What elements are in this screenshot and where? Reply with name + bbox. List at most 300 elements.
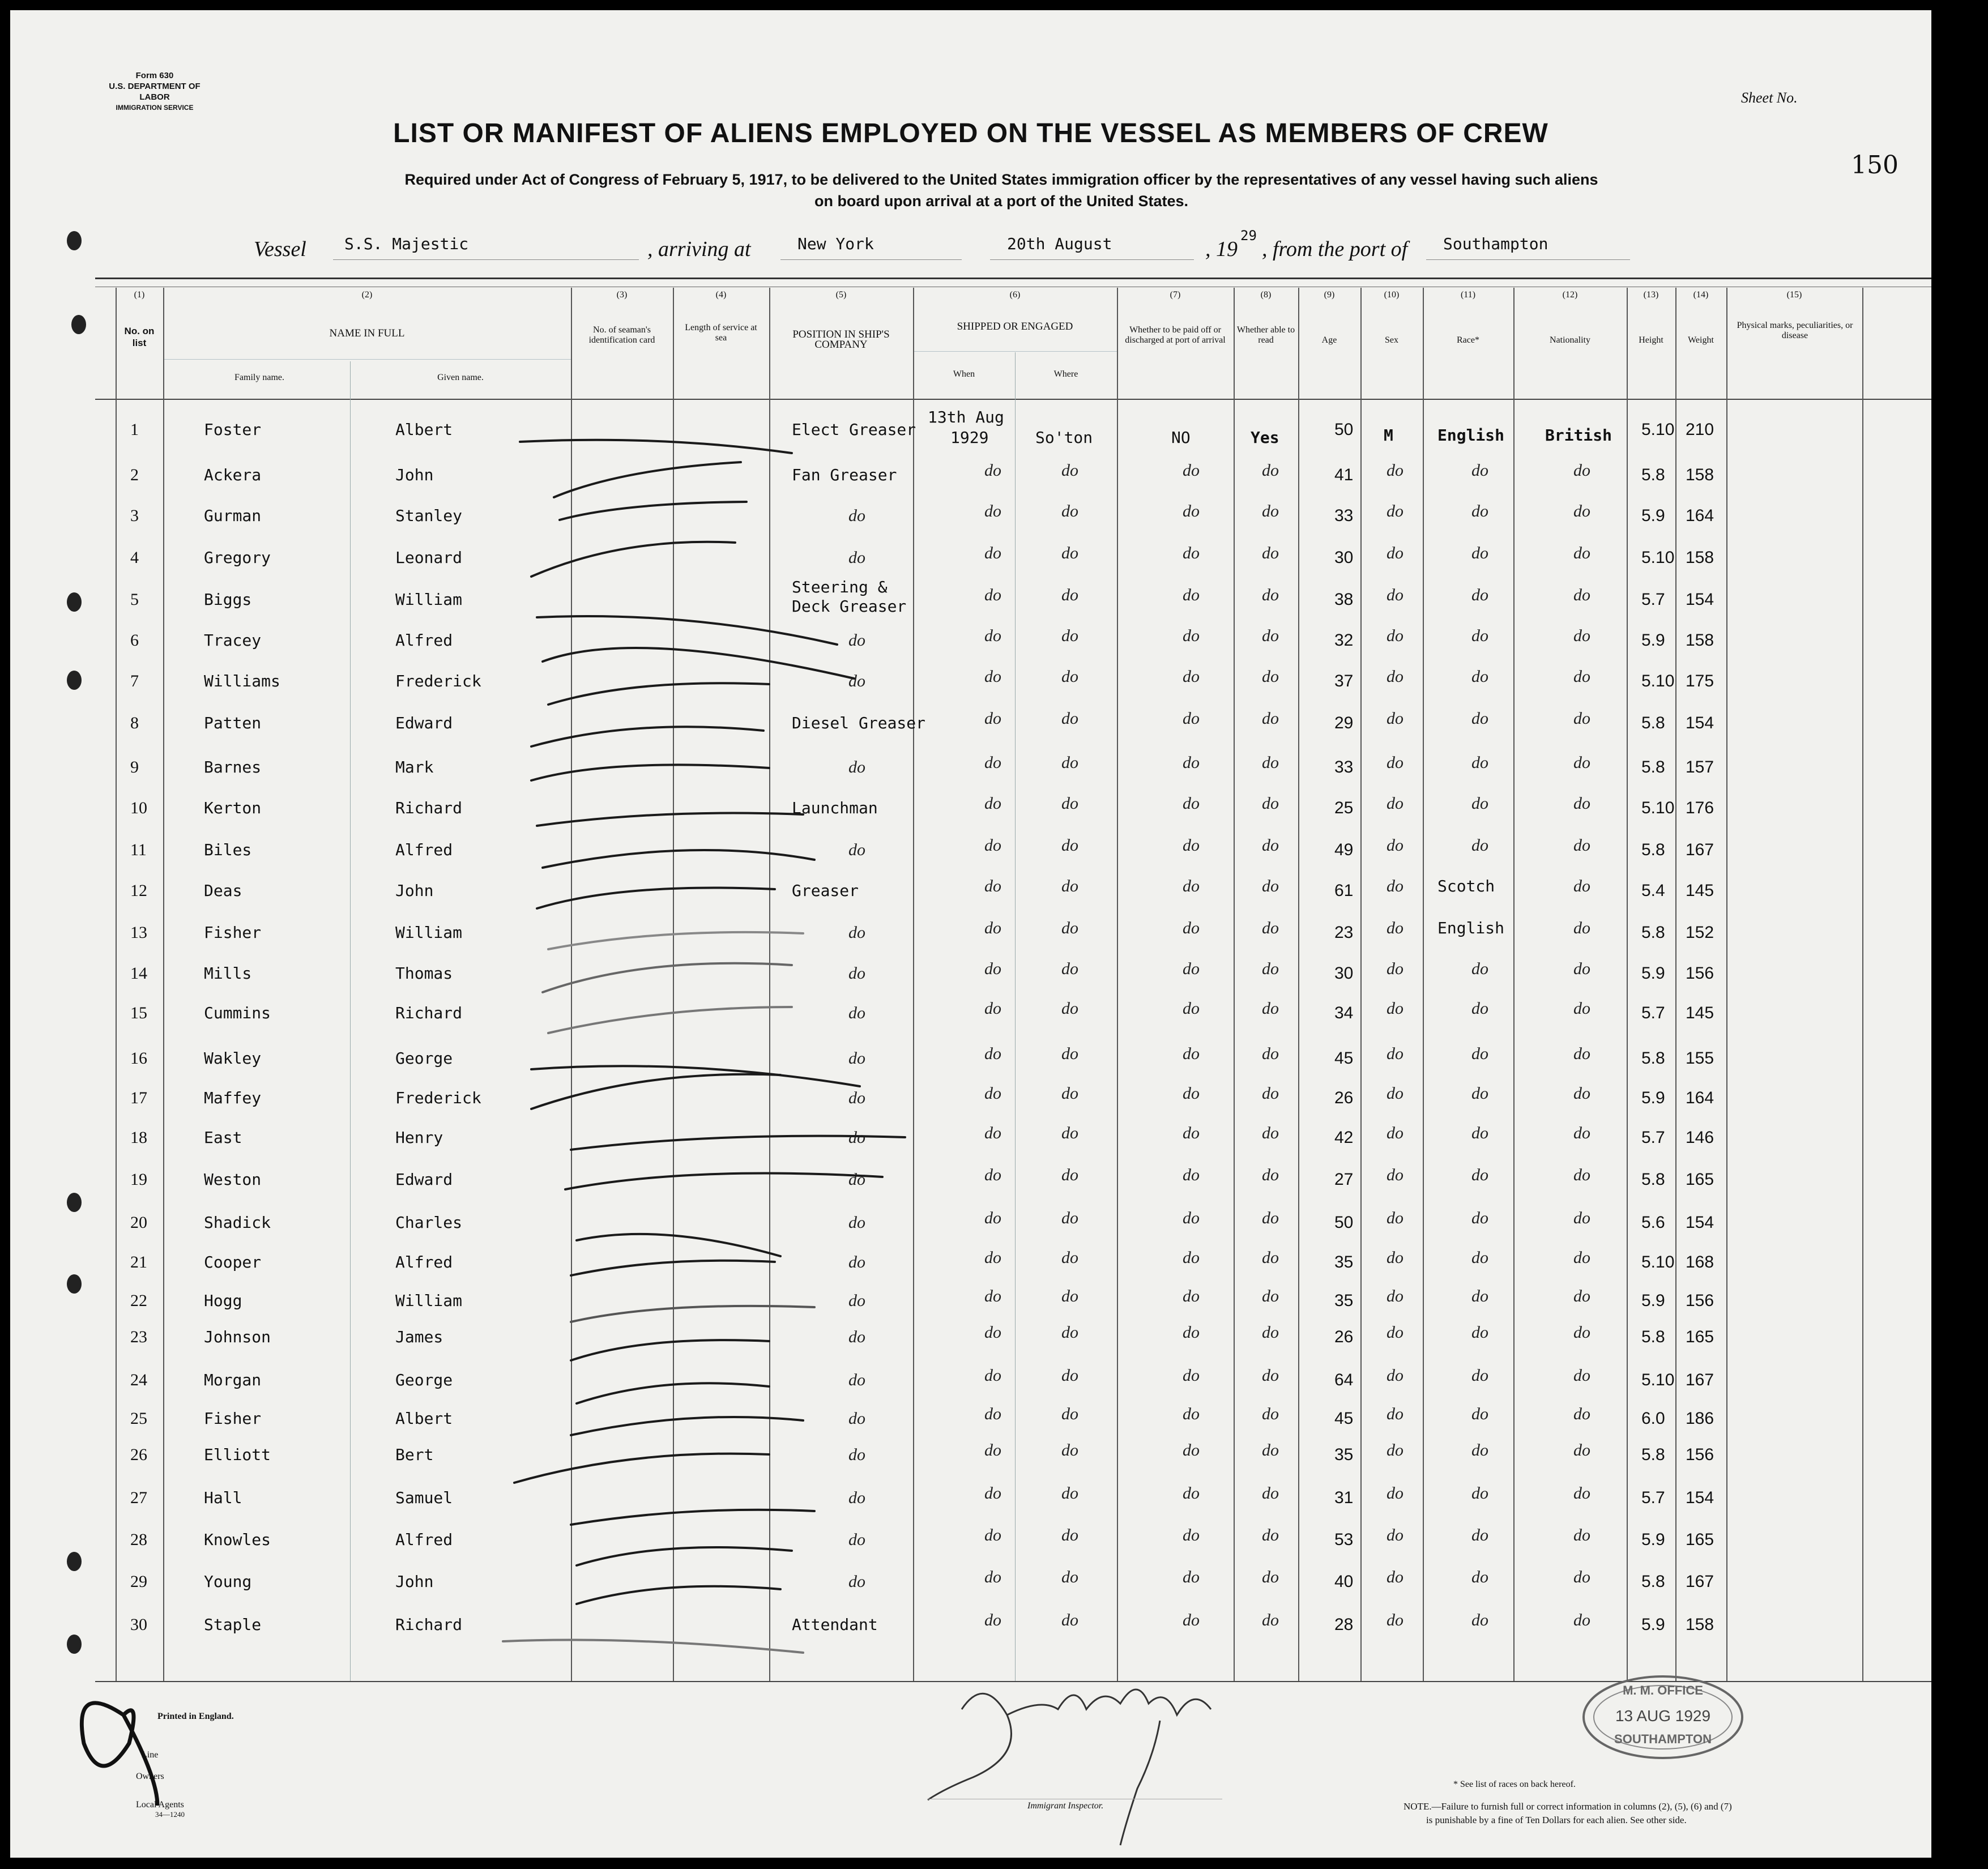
arriving-label: , arriving at (647, 237, 751, 261)
position: do (848, 758, 865, 776)
ditto-where: do (1061, 794, 1078, 813)
ditto-read: do (1262, 999, 1279, 1018)
age: 37 (1334, 672, 1354, 690)
ditto-read: do (1262, 877, 1279, 895)
height: 5.7 (1641, 1488, 1665, 1507)
position: do (848, 1004, 865, 1022)
ditto-when: do (984, 1484, 1001, 1503)
ditto-race: do (1471, 709, 1488, 728)
position: do (848, 631, 865, 650)
ditto-sex: do (1387, 461, 1403, 480)
family-name: Kerton (204, 799, 262, 817)
ditto-paid-off: do (1183, 1405, 1200, 1423)
age: 27 (1334, 1170, 1354, 1189)
family-name: Cummins (204, 1004, 271, 1022)
arrival-date: 20th August (1007, 234, 1112, 253)
given-name: John (395, 1572, 434, 1591)
column-number-1: (1) (134, 290, 145, 300)
ditto-paid-off: do (1183, 1209, 1200, 1227)
given-name: William (395, 590, 463, 609)
ditto-sex: do (1387, 1568, 1403, 1586)
ditto-read: do (1262, 836, 1279, 855)
height: 5.9 (1641, 1615, 1665, 1634)
agents-label: Local Agents (136, 1800, 184, 1810)
col-sex: Sex (1385, 335, 1398, 345)
col-id-card: No. of seaman's identification card (588, 325, 655, 345)
subtitle-line-2: on board upon arrival at a port of the United States. (814, 193, 1189, 210)
column-number-6: (6) (1009, 290, 1021, 300)
ditto-when: do (984, 836, 1001, 855)
row-number: 7 (130, 672, 139, 690)
vessel-name: S.S. Majestic (344, 234, 469, 253)
height: 5.10 (1641, 1253, 1675, 1271)
position: do (848, 1488, 865, 1507)
ditto-paid-off: do (1183, 1084, 1200, 1103)
family-name: Fisher (204, 1409, 262, 1428)
ditto-paid-off: do (1183, 1323, 1200, 1342)
family-name: Mills (204, 964, 252, 983)
family-name: Hall (204, 1488, 242, 1507)
age: 35 (1334, 1253, 1354, 1271)
ditto-when: do (984, 667, 1001, 686)
ditto-nationality: do (1573, 709, 1590, 728)
subtitle-line-1: Required under Act of Congress of February 5, 1917, to be delivered to the United States immigration officer by the representatives of any vessel having such aliens (404, 171, 1598, 188)
weight: 154 (1686, 590, 1714, 609)
row-number: 10 (130, 799, 147, 817)
ditto-where: do (1061, 1248, 1078, 1267)
ditto-read: do (1262, 1248, 1279, 1267)
ditto-paid-off: do (1183, 794, 1200, 813)
weight: 165 (1686, 1328, 1714, 1346)
position: do (848, 1530, 865, 1549)
family-name: Fisher (204, 923, 262, 942)
ditto-read: do (1262, 1044, 1279, 1063)
ditto-nationality: do (1573, 836, 1590, 855)
family-name: Tracey (204, 631, 262, 650)
ditto-nationality: do (1573, 794, 1590, 813)
ditto-read: do (1262, 544, 1279, 562)
given-name: Alfred (395, 1530, 453, 1549)
height: 5.9 (1641, 1291, 1665, 1310)
ditto-paid-off: do (1183, 1484, 1200, 1503)
ditto-paid-off: do (1183, 1044, 1200, 1063)
family-name: Hogg (204, 1291, 242, 1310)
shipped-when-line-1: 13th Aug (928, 408, 1004, 426)
col-when: When (953, 369, 975, 379)
row-number: 14 (130, 964, 147, 983)
ditto-when: do (984, 1323, 1001, 1342)
given-name: Albert (395, 1409, 453, 1428)
ditto-nationality: do (1573, 461, 1590, 480)
ditto-when: do (984, 586, 1001, 604)
position: do (848, 1213, 865, 1232)
ditto-sex: do (1387, 1526, 1403, 1544)
weight: 165 (1686, 1170, 1714, 1189)
height: 6.0 (1641, 1409, 1665, 1428)
ditto-nationality: do (1573, 1323, 1590, 1342)
service: IMMIGRATION SERVICE (116, 104, 194, 112)
ditto-paid-off: do (1183, 1287, 1200, 1305)
ditto-where: do (1061, 919, 1078, 937)
family-name: Deas (204, 881, 242, 900)
inspector-label: Immigrant Inspector. (1027, 1801, 1104, 1811)
position: Elect Greaser (792, 420, 916, 439)
family-name: Staple (204, 1615, 262, 1634)
vessel-label: Vessel (254, 237, 306, 261)
printed-in: Printed in England. (157, 1712, 234, 1721)
ditto-sex: do (1387, 544, 1403, 562)
weight: 158 (1686, 631, 1714, 650)
ditto-paid-off: do (1183, 1366, 1200, 1385)
ditto-race: do (1471, 1526, 1488, 1544)
ditto-where: do (1061, 877, 1078, 895)
row-number: 21 (130, 1253, 147, 1271)
race-note: * See list of races on back hereof. (1453, 1780, 1576, 1789)
row-number: 2 (130, 466, 139, 484)
row-number: 1 (130, 420, 139, 439)
weight: 164 (1686, 506, 1714, 525)
ditto-when: do (984, 1526, 1001, 1544)
family-name: Cooper (204, 1253, 262, 1271)
family-name: Wakley (204, 1049, 262, 1068)
weight: 157 (1686, 758, 1714, 776)
ditto-nationality: do (1573, 999, 1590, 1018)
ditto-where: do (1061, 1323, 1078, 1342)
ditto-where: do (1061, 836, 1078, 855)
ditto-race: do (1471, 1248, 1488, 1267)
age: 42 (1334, 1128, 1354, 1147)
ditto-paid-off: do (1183, 1248, 1200, 1267)
ditto-read: do (1262, 753, 1279, 772)
ditto-read: do (1262, 1526, 1279, 1544)
ditto-where: do (1061, 626, 1078, 645)
column-number-11: (11) (1460, 290, 1476, 300)
given-name: Henry (395, 1128, 443, 1147)
ditto-when: do (984, 461, 1001, 480)
col-name-in-full: NAME IN FULL (329, 327, 405, 339)
weight: 145 (1686, 1004, 1714, 1022)
position: Fan Greaser (792, 466, 897, 484)
position: do (848, 1128, 865, 1147)
family-name: Gurman (204, 506, 262, 525)
ditto-paid-off: do (1183, 626, 1200, 645)
ditto-where: do (1061, 502, 1078, 520)
ditto-when: do (984, 1611, 1001, 1629)
height: 5.9 (1641, 506, 1665, 525)
given-name: John (395, 466, 434, 484)
shipped-where: So'ton (1035, 428, 1093, 447)
age: 30 (1334, 548, 1354, 567)
given-name: James (395, 1328, 443, 1346)
ditto-read: do (1262, 709, 1279, 728)
weight: 164 (1686, 1089, 1714, 1107)
ditto-where: do (1061, 1044, 1078, 1063)
age: 25 (1334, 799, 1354, 817)
family-name: Knowles (204, 1530, 271, 1549)
ditto-nationality: do (1573, 919, 1590, 937)
row-number: 4 (130, 548, 139, 567)
ditto-when: do (984, 1248, 1001, 1267)
ditto-nationality: do (1573, 502, 1590, 520)
position: do (848, 672, 865, 690)
position: Steering & Deck Greaser (792, 578, 907, 616)
height: 5.7 (1641, 1004, 1665, 1022)
ditto-race: do (1471, 1166, 1488, 1184)
age: 41 (1334, 466, 1354, 484)
given-name: Samuel (395, 1488, 453, 1507)
position: do (848, 1328, 865, 1346)
ditto-nationality: do (1573, 1526, 1590, 1544)
ditto-nationality: do (1573, 959, 1590, 978)
ditto-read: do (1262, 919, 1279, 937)
ditto-where: do (1061, 1526, 1078, 1544)
row-number: 25 (130, 1409, 147, 1428)
height: 5.9 (1641, 1530, 1665, 1549)
ditto-sex: do (1387, 794, 1403, 813)
ditto-sex: do (1387, 1323, 1403, 1342)
col-where: Where (1053, 369, 1078, 379)
line-label: Line (142, 1750, 159, 1760)
ditto-where: do (1061, 1405, 1078, 1423)
row-number: 3 (130, 506, 139, 525)
ditto-read: do (1262, 1484, 1279, 1503)
ditto-when: do (984, 1568, 1001, 1586)
stamp-date: 13 AUG 1929 (1615, 1707, 1711, 1725)
column-number-5: (5) (835, 290, 847, 300)
row-number: 8 (130, 714, 139, 732)
ditto-sex: do (1387, 1611, 1403, 1629)
ditto-paid-off: do (1183, 1526, 1200, 1544)
col-age: Age (1321, 335, 1337, 345)
position: do (848, 964, 865, 983)
col-race: Race* (1457, 335, 1479, 345)
age: 32 (1334, 631, 1354, 650)
ditto-race: do (1471, 753, 1488, 772)
ditto-read: do (1262, 1441, 1279, 1460)
row-number: 24 (130, 1371, 147, 1389)
height: 5.9 (1641, 1089, 1665, 1107)
col-no-on-list: No. on list (124, 326, 155, 348)
ditto-race: do (1471, 1484, 1488, 1503)
family-name: Biles (204, 840, 252, 859)
position: do (848, 1049, 865, 1068)
row-number: 19 (130, 1170, 147, 1189)
ditto-race: do (1471, 1084, 1488, 1103)
ditto-when: do (984, 709, 1001, 728)
ditto-paid-off: do (1183, 959, 1200, 978)
age: 61 (1334, 881, 1354, 900)
ditto-nationality: do (1573, 877, 1590, 895)
sex-value: M (1384, 426, 1393, 445)
ditto-read: do (1262, 1287, 1279, 1305)
family-name: Williams (204, 672, 280, 690)
col-physical: Physical marks, peculiarities, or disease (1737, 321, 1853, 340)
height: 5.8 (1641, 1445, 1665, 1464)
height: 5.9 (1641, 631, 1665, 650)
ditto-paid-off: do (1183, 586, 1200, 604)
row-number: 11 (130, 840, 147, 859)
year: 29 (1240, 228, 1257, 244)
height: 5.4 (1641, 881, 1665, 900)
given-name: Richard (395, 1004, 463, 1022)
ditto-race: do (1471, 1287, 1488, 1305)
ditto-race: do (1471, 1611, 1488, 1629)
weight: 186 (1686, 1409, 1714, 1428)
given-name: Alfred (395, 840, 453, 859)
ditto-where: do (1061, 1166, 1078, 1184)
ditto-when: do (984, 626, 1001, 645)
age: 33 (1334, 758, 1354, 776)
column-number-15: (15) (1786, 290, 1802, 300)
column-number-10: (10) (1384, 290, 1400, 300)
ditto-read: do (1262, 626, 1279, 645)
ditto-when: do (984, 919, 1001, 937)
page-title: LIST OR MANIFEST OF ALIENS EMPLOYED ON THE VESSEL AS MEMBERS OF CREW (393, 118, 1548, 148)
family-name: Shadick (204, 1213, 271, 1232)
ditto-read: do (1262, 1166, 1279, 1184)
ditto-when: do (984, 1287, 1001, 1305)
ditto-read: do (1262, 1405, 1279, 1423)
given-name: Frederick (395, 1089, 481, 1107)
family-name: Ackera (204, 466, 262, 484)
age: 53 (1334, 1530, 1354, 1549)
height: 5.9 (1641, 964, 1665, 983)
family-name: Elliott (204, 1445, 271, 1464)
ditto-when: do (984, 1166, 1001, 1184)
position: do (848, 1409, 865, 1428)
age: 26 (1334, 1328, 1354, 1346)
age: 45 (1334, 1049, 1354, 1068)
ditto-race: do (1471, 1441, 1488, 1460)
note-line-2: is punishable by a fine of Ten Dollars for each alien. See other side. (1426, 1815, 1687, 1825)
position: do (848, 1445, 865, 1464)
age: 40 (1334, 1572, 1354, 1591)
ditto-read: do (1262, 667, 1279, 686)
ditto-when: do (984, 1124, 1001, 1142)
ditto-where: do (1061, 959, 1078, 978)
ditto-sex: do (1387, 1484, 1403, 1503)
position: do (848, 1253, 865, 1271)
ditto-race: do (1471, 1405, 1488, 1423)
column-number-4: (4) (715, 290, 727, 300)
ditto-race: do (1471, 1366, 1488, 1385)
given-name: Bert (395, 1445, 434, 1464)
row-number: 30 (130, 1615, 147, 1634)
given-name: Richard (395, 799, 463, 817)
ditto-where: do (1061, 753, 1078, 772)
from-port: Southampton (1443, 234, 1548, 253)
column-number-8: (8) (1260, 290, 1272, 300)
ditto-where: do (1061, 1124, 1078, 1142)
ditto-where: do (1061, 709, 1078, 728)
given-name: William (395, 923, 463, 942)
weight: 158 (1686, 466, 1714, 484)
given-name: Albert (395, 420, 453, 439)
height: 5.7 (1641, 590, 1665, 609)
weight: 210 (1686, 420, 1714, 439)
row-number: 6 (130, 631, 139, 650)
position: do (848, 506, 865, 525)
age: 26 (1334, 1089, 1354, 1107)
ditto-when: do (984, 999, 1001, 1018)
ditto-when: do (984, 1084, 1001, 1103)
age: 28 (1334, 1615, 1354, 1634)
ditto-paid-off: do (1183, 836, 1200, 855)
ditto-where: do (1061, 544, 1078, 562)
height: 5.8 (1641, 714, 1665, 732)
given-name: Edward (395, 714, 453, 732)
ditto-paid-off: do (1183, 999, 1200, 1018)
ditto-sex: do (1387, 626, 1403, 645)
given-name: Mark (395, 758, 434, 776)
age: 50 (1334, 420, 1354, 439)
ditto-when: do (984, 1441, 1001, 1460)
ditto-paid-off: do (1183, 1441, 1200, 1460)
age: 33 (1334, 506, 1354, 525)
given-name: Frederick (395, 672, 481, 690)
ditto-when: do (984, 1366, 1001, 1385)
ditto-read: do (1262, 1084, 1279, 1103)
weight: 168 (1686, 1253, 1714, 1271)
weight: 175 (1686, 672, 1714, 690)
weight: 167 (1686, 1572, 1714, 1591)
ditto-nationality: do (1573, 1568, 1590, 1586)
ditto-sex: do (1387, 1166, 1403, 1184)
height: 5.10 (1641, 1371, 1675, 1389)
given-name: Thomas (395, 964, 453, 983)
row-number: 18 (130, 1128, 147, 1147)
ditto-where: do (1061, 667, 1078, 686)
given-name: Leonard (395, 548, 463, 567)
column-number-9: (9) (1324, 290, 1335, 300)
family-name: Morgan (204, 1371, 262, 1389)
ditto-race: do (1471, 1209, 1488, 1227)
ditto-race: do (1471, 1124, 1488, 1142)
stamp-top-text: M. M. OFFICE (1623, 1683, 1703, 1697)
ditto-when: do (984, 1044, 1001, 1063)
ditto-race: do (1471, 1323, 1488, 1342)
ditto-read: do (1262, 1124, 1279, 1142)
ditto-paid-off: do (1183, 667, 1200, 686)
ditto-where: do (1061, 1084, 1078, 1103)
col-position: POSITION IN SHIP'S COMPANY (792, 328, 890, 351)
ditto-nationality: do (1573, 1084, 1590, 1103)
weight: 146 (1686, 1128, 1714, 1147)
ditto-sex: do (1387, 1209, 1403, 1227)
ditto-read: do (1262, 959, 1279, 978)
ditto-read: do (1262, 1323, 1279, 1342)
ditto-read: do (1262, 461, 1279, 480)
ditto-race: do (1471, 794, 1488, 813)
family-name: Weston (204, 1170, 262, 1189)
position: Attendant (792, 1615, 878, 1634)
ditto-nationality: do (1573, 1611, 1590, 1629)
ditto-race: do (1471, 1568, 1488, 1586)
given-name: Edward (395, 1170, 453, 1189)
ditto-nationality: do (1573, 1366, 1590, 1385)
from-port-label: , from the port of (1262, 237, 1408, 261)
ditto-race: do (1471, 999, 1488, 1018)
height: 5.8 (1641, 466, 1665, 484)
ditto-when: do (984, 877, 1001, 895)
family-name: East (204, 1128, 242, 1147)
office-stamp (1578, 1672, 1748, 1763)
position: Launchman (792, 799, 878, 817)
col-able-read: Whether able to read (1236, 325, 1295, 345)
ditto-when: do (984, 959, 1001, 978)
ditto-sex: do (1387, 1287, 1403, 1305)
weight: 145 (1686, 881, 1714, 900)
